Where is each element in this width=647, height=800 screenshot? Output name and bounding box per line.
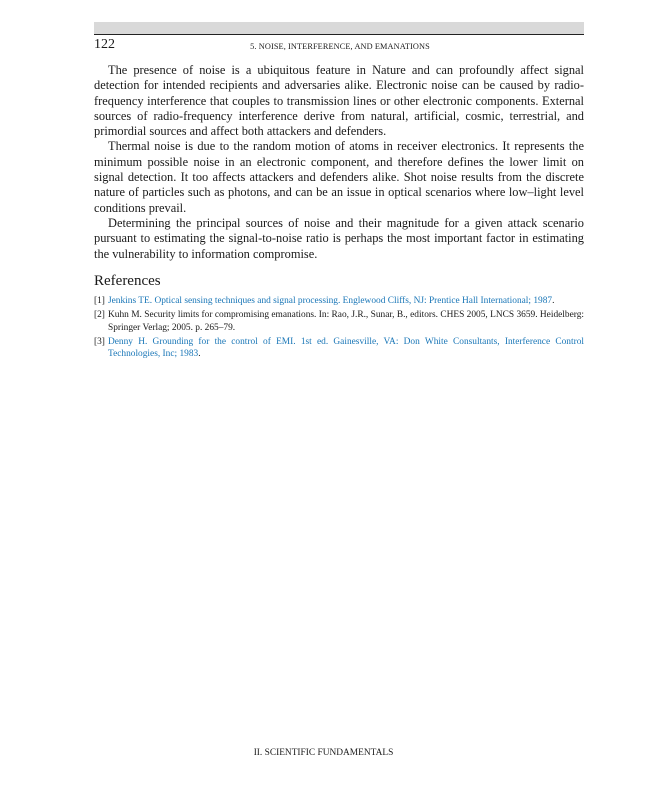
reference-text: Kuhn M. Security limits for compromising emanations. In: Rao, J.R., Sunar, B., editors. CHES 2005, LNCS 3659. Heidelberg: Springer Verlag; 2005. p. 265–79. [108, 310, 584, 333]
reference-trailing: . [198, 349, 201, 360]
body-text [94, 63, 584, 262]
paragraph: The presence of noise is a ubiquitous feature in Nature and can profoundly affect signal detection for intended recipients and adversaries alike. Electronic noise can be caused by radio-frequency interference that couples to transmission lines or other electronic components. External sources of radio-frequency interference derive from natural, artificial, cosmic, terrestrial, and primordial sources and affect both attackers and defenders. [94, 63, 584, 139]
reference-trailing: . [552, 296, 555, 306]
reference-item [94, 336, 584, 361]
reference-number: [1] [94, 296, 105, 306]
reference-link[interactable]: Jenkins TE. Optical sensing techniques and signal processing. Englewood Cliffs, NJ: Prentice Hall International; 1987 [108, 296, 553, 306]
reference-link[interactable]: Denny H. Grounding for the control of EMI. 1st ed. Gainesville, VA: Don White Consultants, Interference Control Technologies, Inc; 1983 [108, 336, 584, 360]
header-rule [94, 34, 584, 35]
reference-number: [2] [94, 310, 105, 321]
header-bar [94, 22, 584, 34]
reference-item [94, 295, 584, 307]
page-footer: II. SCIENTIFIC FUNDAMENTALS [253, 748, 394, 758]
reference-number: [3] [94, 336, 105, 347]
reference-item [94, 309, 584, 334]
page-number: 122 [94, 37, 115, 52]
running-head: 5. NOISE, INTERFERENCE, AND EMANATIONS [250, 42, 430, 51]
paragraph: Determining the principal sources of noise and their magnitude for a given attack scenario pursuant to estimating the signal-to-noise ratio is perhaps the most important factor in estimating the vulnerability to information compromise. [94, 215, 584, 261]
references-heading: References [94, 273, 161, 289]
references-list [94, 295, 584, 362]
paragraph: Thermal noise is due to the random motion of atoms in receiver electronics. It represents the minimum possible noise in an electronic component, and therefore defines the lower limit on signal detection. It too affects attackers and defenders alike. Shot noise results from the discrete nature of particles such as photons, and can be an issue in optical scenarios where low–light level conditions prevail. [94, 139, 584, 215]
